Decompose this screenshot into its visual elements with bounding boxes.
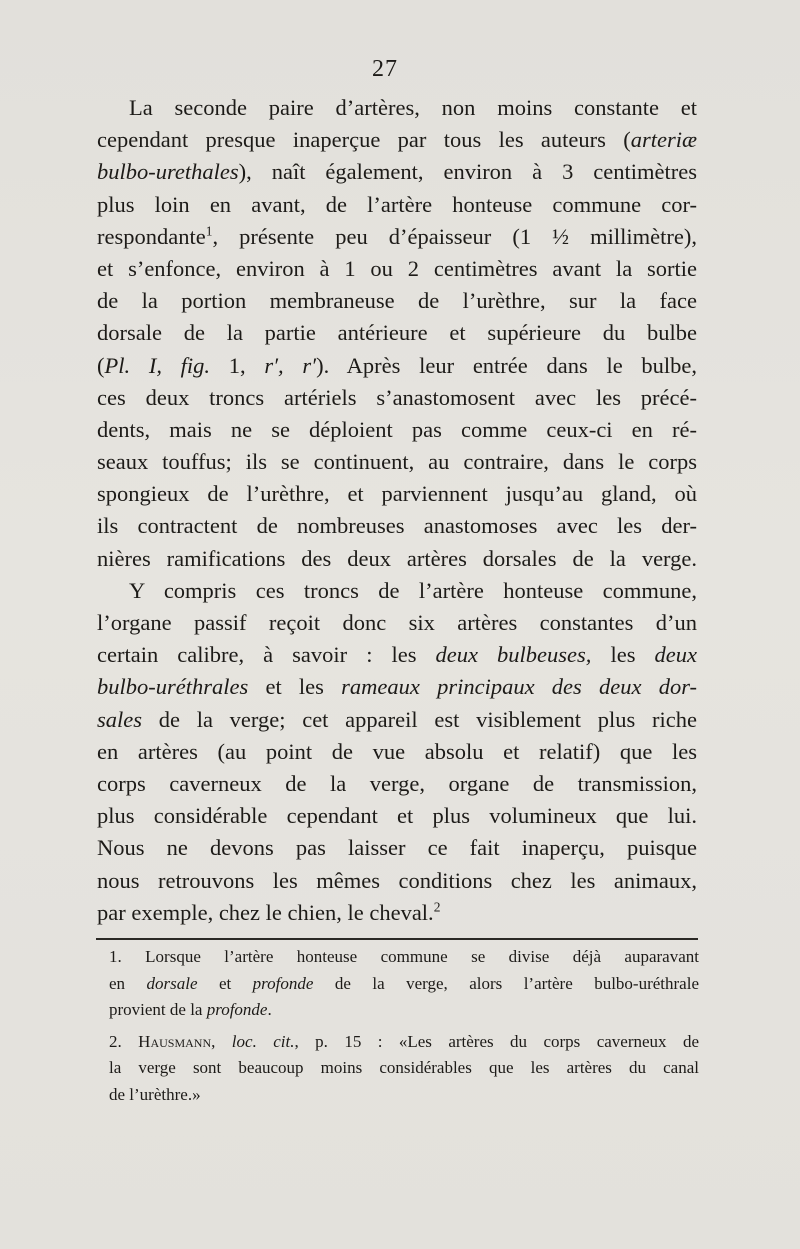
footnote-2: 2. Hausmann, loc. cit., p. 15 : «Les artères du corps caverneux de [109,1031,700,1051]
text-line: l’organe passif reçoit donc six artères constantes d’un [97,610,697,635]
text-line: seaux touffus; ils se continuent, au contraire, dans le corps [97,449,697,475]
footnote-ref-2: 2 [433,899,441,915]
text-line: sales de la verge; cet appareil est visiblement plus riche [97,706,697,732]
text-line: bulbo-urethales), naît également, environ à 3 centimètres [97,159,697,185]
text-line: spongieux de l’urèthre, et parviennent jusqu’au gland, où [97,481,697,507]
footnotes [109,944,699,1108]
text-line: plus loin en avant, de l’artère honteuse commune cor- [97,191,697,217]
footnote-separator [96,938,698,940]
text-line: nières ramifications des deux artères dorsales de la verge. [97,545,697,571]
text-line: dents, mais ne se déploient pas comme ceux-ci en ré- [97,416,697,442]
text-line: dorsale de la partie antérieure et supérieure du bulbe [97,320,697,346]
text-line: ils contractent de nombreuses anastomoses avec les der- [97,513,697,539]
text-line: et s’enfonce, environ à 1 ou 2 centimètres avant la sortie [97,255,697,281]
footnote-1-line: provient de la profonde. [109,1000,272,1019]
footnote-2-line: de l’urèthre.» [109,1084,201,1104]
text-line: certain calibre, à savoir : les deux bulbeuses, les deux [97,642,697,668]
page-number: 27 [372,56,398,82]
main-text [97,92,697,929]
text-line: respondante$^1$, présente peu d’épaisseur (1 ½ millimètre), [97,223,697,249]
text-line: (Pl. I, fig. 1, r′, r′). Après leur entrée dans le bulbe, [97,352,698,378]
text-line: bulbo-uréthrales et les rameaux principaux des deux dor- [97,674,697,700]
text-line: cependant presque inaperçue par tous les auteurs (arteriæ [97,127,697,153]
text-line: ces deux troncs artériels s’anastomosent avec les précé- [97,384,697,410]
text-line: en artères (au point de vue absolu et relatif) que les [97,738,697,764]
text-line: corps caverneux de la verge, organe de transmission, [97,770,697,796]
footnote-1: 1. Lorsque l’artère honteuse commune se divise déjà auparavant [109,947,699,966]
footnote-1-line: en dorsale et profonde de la verge, alors l’artère bulbo-uréthrale [109,973,699,993]
text-line: plus considérable cependant et plus volumineux que lui. [97,803,697,829]
text-line: La seconde paire d’artères, non moins constante et [129,95,697,120]
footnote-ref-1: 1 [205,223,213,239]
text-line: par exemple, chez le chien, le cheval.$^2$ [97,899,441,925]
text-line: Nous ne devons pas laisser ce fait inaperçu, puisque [97,835,697,861]
text-line: de la portion membraneuse de l’urèthre, sur la face [97,288,697,314]
text-line: nous retrouvons les mêmes conditions chez les animaux, [97,867,697,893]
text-line: Y compris ces troncs de l’artère honteuse commune, [129,577,697,603]
footnote-2-line: la verge sont beaucoup moins considérables que les artères du canal [109,1058,699,1077]
